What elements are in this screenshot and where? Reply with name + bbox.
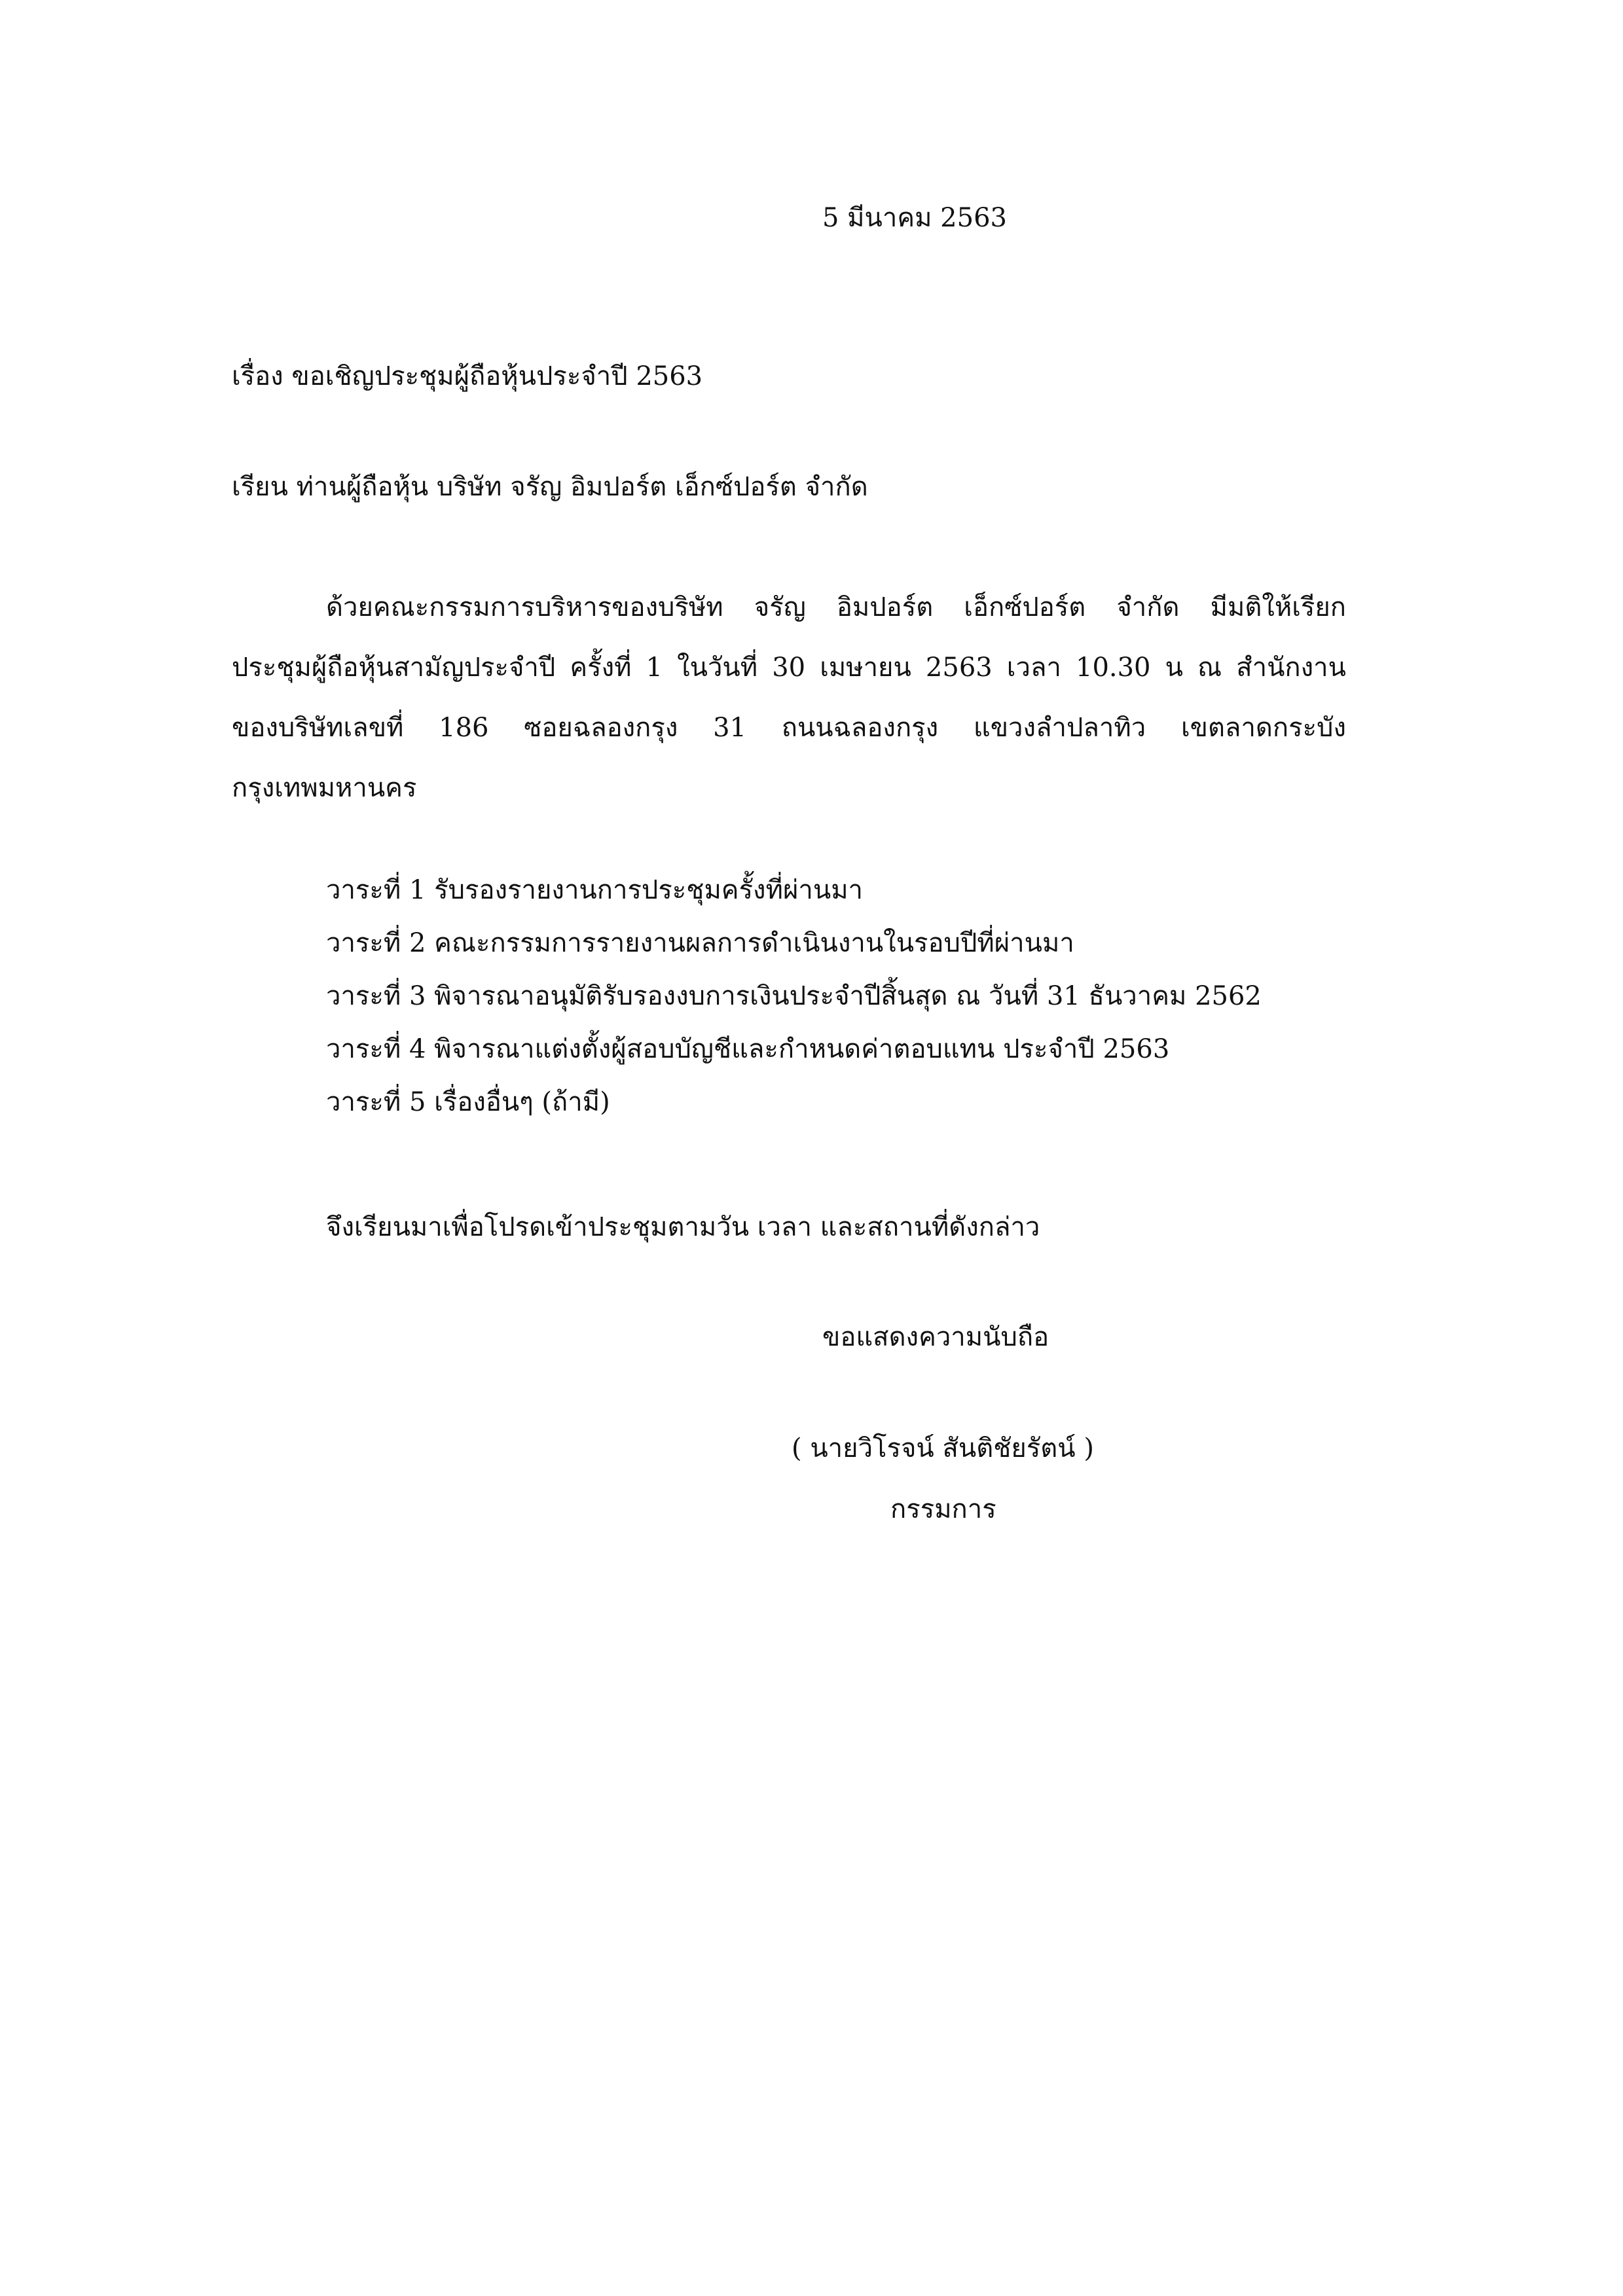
letter-recipient: เรียน ท่านผู้ถือหุ้น บริษัท จรัญ อิมปอร์ต เอ็กซ์ปอร์ต จำกัด <box>232 472 868 502</box>
letter-body-paragraph <box>232 577 1346 818</box>
letter-subject: เรื่อง ขอเชิญประชุมผู้ถือหุ้นประจำปี 2563 <box>232 361 703 391</box>
letter-date: 5 มีนาคม 2563 <box>822 203 1007 233</box>
agenda-item: วาระที่ 2 คณะกรรมการรายงานผลการดำเนินงานในรอบปีที่ผ่านมา <box>326 928 1074 958</box>
body-line: ด้วยคณะกรรมการบริหารของบริษัท จรัญ อิมปอร์ต เอ็กซ์ปอร์ต จำกัด มีมติให้เรียก <box>326 592 1346 622</box>
complimentary-close: ขอแสดงความนับถือ <box>822 1322 1049 1352</box>
agenda-item: วาระที่ 5 เรื่องอื่นๆ (ถ้ามี) <box>326 1087 610 1117</box>
agenda-item: วาระที่ 4 พิจารณาแต่งตั้งผู้สอบบัญชีและกำหนดค่าตอบแทน ประจำปี 2563 <box>326 1034 1170 1064</box>
signer-position: กรรมการ <box>890 1494 996 1524</box>
agenda-item: วาระที่ 1 รับรองรายงานการประชุมครั้งที่ผ่านมา <box>326 875 864 905</box>
body-line: ของบริษัทเลขที่ 186 ซอยฉลองกรุง 31 ถนนฉลองกรุง แขวงลำปลาทิว เขตลาดกระบัง <box>232 713 1346 743</box>
signer-name: ( นายวิโรจน์ สันติชัยรัตน์ ) <box>792 1433 1094 1463</box>
body-line: ประชุมผู้ถือหุ้นสามัญประจำปี ครั้งที่ 1 ในวันที่ 30 เมษายน 2563 เวลา 10.30 น ณ สำนักงาน <box>232 653 1346 683</box>
agenda-item: วาระที่ 3 พิจารณาอนุมัติรับรองงบการเงินประจำปีสิ้นสุด ณ วันที่ 31 ธันวาคม 2562 <box>326 981 1262 1011</box>
agenda-list <box>326 864 1262 1129</box>
closing-sentence: จึงเรียนมาเพื่อโปรดเข้าประชุมตามวัน เวลา และสถานที่ดังกล่าว <box>326 1212 1040 1242</box>
body-line: กรุงเทพมหานคร <box>232 773 417 803</box>
